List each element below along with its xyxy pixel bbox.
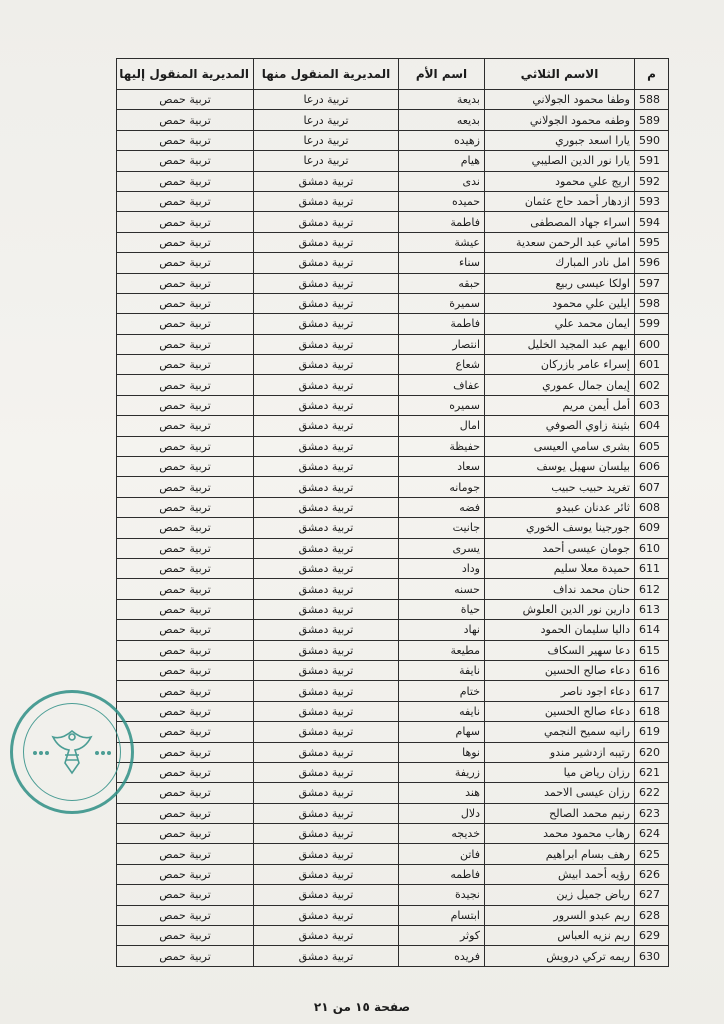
cell-full-name: ريم نزيه العباس	[485, 926, 635, 946]
cell-num: 622	[635, 783, 669, 803]
cell-full-name: ايهم عبد المجيد الخليل	[485, 334, 635, 354]
cell-to-directorate: تربية حمص	[117, 722, 254, 742]
cell-full-name: دعاء اجود ناصر	[485, 681, 635, 701]
cell-full-name: ازدهار أحمد حاج عثمان	[485, 191, 635, 211]
table-row	[117, 579, 669, 599]
table-row	[117, 395, 669, 415]
table-row	[117, 518, 669, 538]
table-row	[117, 742, 669, 762]
cell-mother-name: جانيت	[399, 518, 485, 538]
cell-to-directorate: تربية حمص	[117, 171, 254, 191]
table-row	[117, 681, 669, 701]
cell-to-directorate: تربية حمص	[117, 314, 254, 334]
cell-num: 629	[635, 926, 669, 946]
cell-from-directorate: تربية دمشق	[254, 905, 399, 925]
table-row	[117, 212, 669, 232]
cell-to-directorate: تربية حمص	[117, 640, 254, 660]
cell-num: 624	[635, 824, 669, 844]
cell-from-directorate: تربية دمشق	[254, 885, 399, 905]
table-row	[117, 558, 669, 578]
table-body	[117, 90, 669, 967]
table-row	[117, 701, 669, 721]
cell-from-directorate: تربية دمشق	[254, 701, 399, 721]
cell-mother-name: هند	[399, 783, 485, 803]
cell-from-directorate: تربية دمشق	[254, 803, 399, 823]
cell-to-directorate: تربية حمص	[117, 864, 254, 884]
table-row	[117, 334, 669, 354]
cell-mother-name: فاطمة	[399, 314, 485, 334]
cell-full-name: رتيبه ازدشير مندو	[485, 742, 635, 762]
cell-num: 602	[635, 375, 669, 395]
cell-full-name: وطفه محمود الجولاني	[485, 110, 635, 130]
cell-num: 613	[635, 599, 669, 619]
cell-from-directorate: تربية دمشق	[254, 926, 399, 946]
cell-to-directorate: تربية حمص	[117, 497, 254, 517]
cell-from-directorate: تربية دمشق	[254, 864, 399, 884]
cell-mother-name: حبقه	[399, 273, 485, 293]
cell-to-directorate: تربية حمص	[117, 90, 254, 110]
cell-num: 619	[635, 722, 669, 742]
cell-full-name: رياض جميل زين	[485, 885, 635, 905]
cell-to-directorate: تربية حمص	[117, 783, 254, 803]
ministry-seal	[10, 690, 134, 814]
cell-from-directorate: تربية درعا	[254, 90, 399, 110]
cell-mother-name: حفيظة	[399, 436, 485, 456]
cell-from-directorate: تربية دمشق	[254, 273, 399, 293]
cell-mother-name: فاطمه	[399, 864, 485, 884]
cell-from-directorate: تربية دمشق	[254, 762, 399, 782]
cell-from-directorate: تربية دمشق	[254, 314, 399, 334]
table-row	[117, 722, 669, 742]
cell-num: 606	[635, 457, 669, 477]
cell-full-name: إسراء عامر بازركان	[485, 355, 635, 375]
cell-mother-name: وداد	[399, 558, 485, 578]
table-row	[117, 885, 669, 905]
table-row	[117, 844, 669, 864]
cell-mother-name: سعاد	[399, 457, 485, 477]
eagle-emblem-icon	[13, 693, 131, 811]
cell-from-directorate: تربية دمشق	[254, 212, 399, 232]
cell-to-directorate: تربية حمص	[117, 824, 254, 844]
table-row	[117, 273, 669, 293]
table-row	[117, 416, 669, 436]
cell-num: 604	[635, 416, 669, 436]
cell-num: 593	[635, 191, 669, 211]
cell-from-directorate: تربية دمشق	[254, 477, 399, 497]
cell-mother-name: فريده	[399, 946, 485, 966]
cell-num: 605	[635, 436, 669, 456]
cell-to-directorate: تربية حمص	[117, 946, 254, 966]
table-row	[117, 497, 669, 517]
cell-full-name: يارا نور الدين الصليبي	[485, 151, 635, 171]
table-row	[117, 477, 669, 497]
cell-to-directorate: تربية حمص	[117, 885, 254, 905]
cell-to-directorate: تربية حمص	[117, 273, 254, 293]
cell-mother-name: نوها	[399, 742, 485, 762]
cell-full-name: امل نادر المبارك	[485, 253, 635, 273]
cell-num: 590	[635, 130, 669, 150]
table-row	[117, 436, 669, 456]
cell-full-name: بيلسان سهيل يوسف	[485, 457, 635, 477]
cell-mother-name: يسرى	[399, 538, 485, 558]
cell-to-directorate: تربية حمص	[117, 803, 254, 823]
cell-mother-name: حسنه	[399, 579, 485, 599]
cell-num: 626	[635, 864, 669, 884]
cell-num: 627	[635, 885, 669, 905]
cell-to-directorate: تربية حمص	[117, 620, 254, 640]
cell-full-name: ريم عبدو السرور	[485, 905, 635, 925]
cell-num: 597	[635, 273, 669, 293]
cell-to-directorate: تربية حمص	[117, 293, 254, 313]
cell-num: 592	[635, 171, 669, 191]
table-header-row	[117, 59, 669, 90]
cell-from-directorate: تربية دمشق	[254, 681, 399, 701]
cell-mother-name: فاتن	[399, 844, 485, 864]
cell-to-directorate: تربية حمص	[117, 436, 254, 456]
table-row	[117, 90, 669, 110]
cell-mother-name: سميره	[399, 395, 485, 415]
cell-mother-name: نايفه	[399, 701, 485, 721]
cell-num: 594	[635, 212, 669, 232]
cell-to-directorate: تربية حمص	[117, 110, 254, 130]
page-number: صفحة ١٥ من ٢١	[313, 1000, 411, 1014]
cell-full-name: جومان عيسى أحمد	[485, 538, 635, 558]
cell-to-directorate: تربية حمص	[117, 905, 254, 925]
table-row	[117, 110, 669, 130]
cell-from-directorate: تربية دمشق	[254, 579, 399, 599]
cell-from-directorate: تربية دمشق	[254, 783, 399, 803]
cell-to-directorate: تربية حمص	[117, 558, 254, 578]
cell-mother-name: نجيدة	[399, 885, 485, 905]
cell-to-directorate: تربية حمص	[117, 599, 254, 619]
cell-to-directorate: تربية حمص	[117, 926, 254, 946]
cell-full-name: بثينة زاوي الصوفي	[485, 416, 635, 436]
header-name: الاسم الثلاثي	[485, 59, 635, 90]
table-row	[117, 620, 669, 640]
cell-num: 630	[635, 946, 669, 966]
cell-from-directorate: تربية دمشق	[254, 293, 399, 313]
cell-mother-name: فضه	[399, 497, 485, 517]
cell-num: 610	[635, 538, 669, 558]
cell-mother-name: فاطمة	[399, 212, 485, 232]
table-row	[117, 762, 669, 782]
cell-mother-name: انتصار	[399, 334, 485, 354]
table-row	[117, 293, 669, 313]
cell-full-name: رهف بسام ابراهيم	[485, 844, 635, 864]
cell-to-directorate: تربية حمص	[117, 232, 254, 252]
cell-full-name: تغريد حبيب حبيب	[485, 477, 635, 497]
cell-to-directorate: تربية حمص	[117, 762, 254, 782]
cell-full-name: جورجينا يوسف الخوري	[485, 518, 635, 538]
cell-full-name: إيمان جمال عموري	[485, 375, 635, 395]
cell-num: 609	[635, 518, 669, 538]
header-num: م	[635, 59, 669, 90]
cell-full-name: يارا اسعد جبوري	[485, 130, 635, 150]
cell-to-directorate: تربية حمص	[117, 844, 254, 864]
table-row	[117, 803, 669, 823]
cell-to-directorate: تربية حمص	[117, 660, 254, 680]
cell-to-directorate: تربية حمص	[117, 477, 254, 497]
cell-to-directorate: تربية حمص	[117, 334, 254, 354]
table-row	[117, 253, 669, 273]
cell-num: 601	[635, 355, 669, 375]
table-row	[117, 314, 669, 334]
cell-full-name: دعاء صالح الحسين	[485, 660, 635, 680]
cell-to-directorate: تربية حمص	[117, 355, 254, 375]
cell-full-name: وطفا محمود الجولاني	[485, 90, 635, 110]
table-row	[117, 151, 669, 171]
cell-num: 617	[635, 681, 669, 701]
table-row	[117, 640, 669, 660]
cell-num: 600	[635, 334, 669, 354]
cell-mother-name: ختام	[399, 681, 485, 701]
cell-to-directorate: تربية حمص	[117, 538, 254, 558]
cell-mother-name: امال	[399, 416, 485, 436]
cell-full-name: دعاء صالح الحسين	[485, 701, 635, 721]
cell-mother-name: عيشة	[399, 232, 485, 252]
cell-from-directorate: تربية دمشق	[254, 538, 399, 558]
table-row	[117, 232, 669, 252]
cell-num: 615	[635, 640, 669, 660]
table-row	[117, 783, 669, 803]
cell-full-name: ايلين علي محمود	[485, 293, 635, 313]
cell-num: 608	[635, 497, 669, 517]
cell-num: 595	[635, 232, 669, 252]
cell-mother-name: شعاع	[399, 355, 485, 375]
cell-to-directorate: تربية حمص	[117, 742, 254, 762]
cell-from-directorate: تربية دمشق	[254, 355, 399, 375]
table-row	[117, 538, 669, 558]
cell-from-directorate: تربية درعا	[254, 151, 399, 171]
cell-mother-name: دلال	[399, 803, 485, 823]
cell-mother-name: بديعه	[399, 110, 485, 130]
cell-from-directorate: تربية درعا	[254, 130, 399, 150]
cell-mother-name: مطيعة	[399, 640, 485, 660]
table-row	[117, 130, 669, 150]
cell-to-directorate: تربية حمص	[117, 253, 254, 273]
cell-num: 591	[635, 151, 669, 171]
cell-full-name: رزان رياض ميا	[485, 762, 635, 782]
cell-from-directorate: تربية دمشق	[254, 171, 399, 191]
cell-from-directorate: تربية دمشق	[254, 946, 399, 966]
table-row	[117, 905, 669, 925]
cell-mother-name: حياة	[399, 599, 485, 619]
table-row	[117, 864, 669, 884]
table-row	[117, 946, 669, 966]
cell-from-directorate: تربية دمشق	[254, 742, 399, 762]
cell-mother-name: هيام	[399, 151, 485, 171]
table-row	[117, 171, 669, 191]
cell-full-name: حنان محمد نداف	[485, 579, 635, 599]
cell-mother-name: ندى	[399, 171, 485, 191]
cell-mother-name: نهاد	[399, 620, 485, 640]
cell-num: 599	[635, 314, 669, 334]
cell-full-name: حميدة معلا سليم	[485, 558, 635, 578]
cell-full-name: رنيم محمد الصالح	[485, 803, 635, 823]
cell-num: 589	[635, 110, 669, 130]
cell-num: 588	[635, 90, 669, 110]
cell-num: 598	[635, 293, 669, 313]
cell-mother-name: ابتسام	[399, 905, 485, 925]
table-row	[117, 375, 669, 395]
cell-full-name: دعا سهير السكاف	[485, 640, 635, 660]
cell-from-directorate: تربية دمشق	[254, 722, 399, 742]
cell-full-name: ايمان محمد علي	[485, 314, 635, 334]
table-row	[117, 660, 669, 680]
cell-to-directorate: تربية حمص	[117, 191, 254, 211]
cell-to-directorate: تربية حمص	[117, 416, 254, 436]
cell-to-directorate: تربية حمص	[117, 212, 254, 232]
table-row	[117, 824, 669, 844]
cell-from-directorate: تربية دمشق	[254, 395, 399, 415]
cell-full-name: ريمه تركي درويش	[485, 946, 635, 966]
cell-num: 614	[635, 620, 669, 640]
cell-to-directorate: تربية حمص	[117, 681, 254, 701]
cell-to-directorate: تربية حمص	[117, 579, 254, 599]
cell-full-name: اولكا عيسى ربيع	[485, 273, 635, 293]
cell-num: 623	[635, 803, 669, 823]
cell-num: 612	[635, 579, 669, 599]
cell-from-directorate: تربية دمشق	[254, 191, 399, 211]
cell-from-directorate: تربية دمشق	[254, 640, 399, 660]
transfer-table	[116, 58, 669, 967]
cell-full-name: اسراء جهاد المصطفى	[485, 212, 635, 232]
cell-num: 616	[635, 660, 669, 680]
cell-full-name: رزان عيسى الاحمد	[485, 783, 635, 803]
cell-from-directorate: تربية دمشق	[254, 232, 399, 252]
cell-full-name: ثائر عدنان عبيدو	[485, 497, 635, 517]
cell-from-directorate: تربية دمشق	[254, 497, 399, 517]
cell-mother-name: سهام	[399, 722, 485, 742]
cell-num: 628	[635, 905, 669, 925]
cell-from-directorate: تربية دمشق	[254, 824, 399, 844]
cell-mother-name: زهيده	[399, 130, 485, 150]
cell-num: 607	[635, 477, 669, 497]
cell-to-directorate: تربية حمص	[117, 151, 254, 171]
header-to: المديرية المنقول إليها	[117, 59, 254, 90]
cell-from-directorate: تربية دمشق	[254, 660, 399, 680]
cell-full-name: رانيه سميح النجمي	[485, 722, 635, 742]
cell-to-directorate: تربية حمص	[117, 130, 254, 150]
cell-mother-name: بديعة	[399, 90, 485, 110]
cell-to-directorate: تربية حمص	[117, 395, 254, 415]
cell-from-directorate: تربية دمشق	[254, 334, 399, 354]
cell-mother-name: جومانه	[399, 477, 485, 497]
table-row	[117, 191, 669, 211]
cell-from-directorate: تربية دمشق	[254, 844, 399, 864]
header-from: المديرية المنقول منها	[254, 59, 399, 90]
cell-full-name: داليا سليمان الحمود	[485, 620, 635, 640]
cell-from-directorate: تربية دمشق	[254, 253, 399, 273]
cell-mother-name: نايفة	[399, 660, 485, 680]
cell-full-name: رهاب محمود محمد	[485, 824, 635, 844]
cell-to-directorate: تربية حمص	[117, 518, 254, 538]
table-row	[117, 457, 669, 477]
cell-full-name: أمل أيمن مريم	[485, 395, 635, 415]
cell-mother-name: سناء	[399, 253, 485, 273]
cell-num: 625	[635, 844, 669, 864]
cell-from-directorate: تربية دمشق	[254, 457, 399, 477]
table-row	[117, 926, 669, 946]
cell-from-directorate: تربية دمشق	[254, 436, 399, 456]
cell-num: 618	[635, 701, 669, 721]
cell-from-directorate: تربية دمشق	[254, 416, 399, 436]
cell-mother-name: خديجه	[399, 824, 485, 844]
cell-full-name: دارين نور الدين العلوش	[485, 599, 635, 619]
cell-num: 596	[635, 253, 669, 273]
cell-full-name: بشرى سامي العيسى	[485, 436, 635, 456]
cell-mother-name: حميده	[399, 191, 485, 211]
cell-mother-name: كوثر	[399, 926, 485, 946]
cell-full-name: اماني عبد الرحمن سعدية	[485, 232, 635, 252]
cell-mother-name: عفاف	[399, 375, 485, 395]
cell-from-directorate: تربية دمشق	[254, 375, 399, 395]
cell-full-name: اريج علي محمود	[485, 171, 635, 191]
cell-num: 621	[635, 762, 669, 782]
cell-mother-name: زريفة	[399, 762, 485, 782]
table-row	[117, 599, 669, 619]
cell-num: 611	[635, 558, 669, 578]
table-row	[117, 355, 669, 375]
cell-num: 603	[635, 395, 669, 415]
cell-from-directorate: تربية دمشق	[254, 558, 399, 578]
cell-from-directorate: تربية دمشق	[254, 620, 399, 640]
cell-full-name: رؤيه أحمد ابيش	[485, 864, 635, 884]
header-mother: اسم الأم	[399, 59, 485, 90]
cell-from-directorate: تربية درعا	[254, 110, 399, 130]
cell-num: 620	[635, 742, 669, 762]
cell-from-directorate: تربية دمشق	[254, 518, 399, 538]
cell-to-directorate: تربية حمص	[117, 457, 254, 477]
cell-to-directorate: تربية حمص	[117, 375, 254, 395]
cell-from-directorate: تربية دمشق	[254, 599, 399, 619]
cell-to-directorate: تربية حمص	[117, 701, 254, 721]
cell-mother-name: سميرة	[399, 293, 485, 313]
